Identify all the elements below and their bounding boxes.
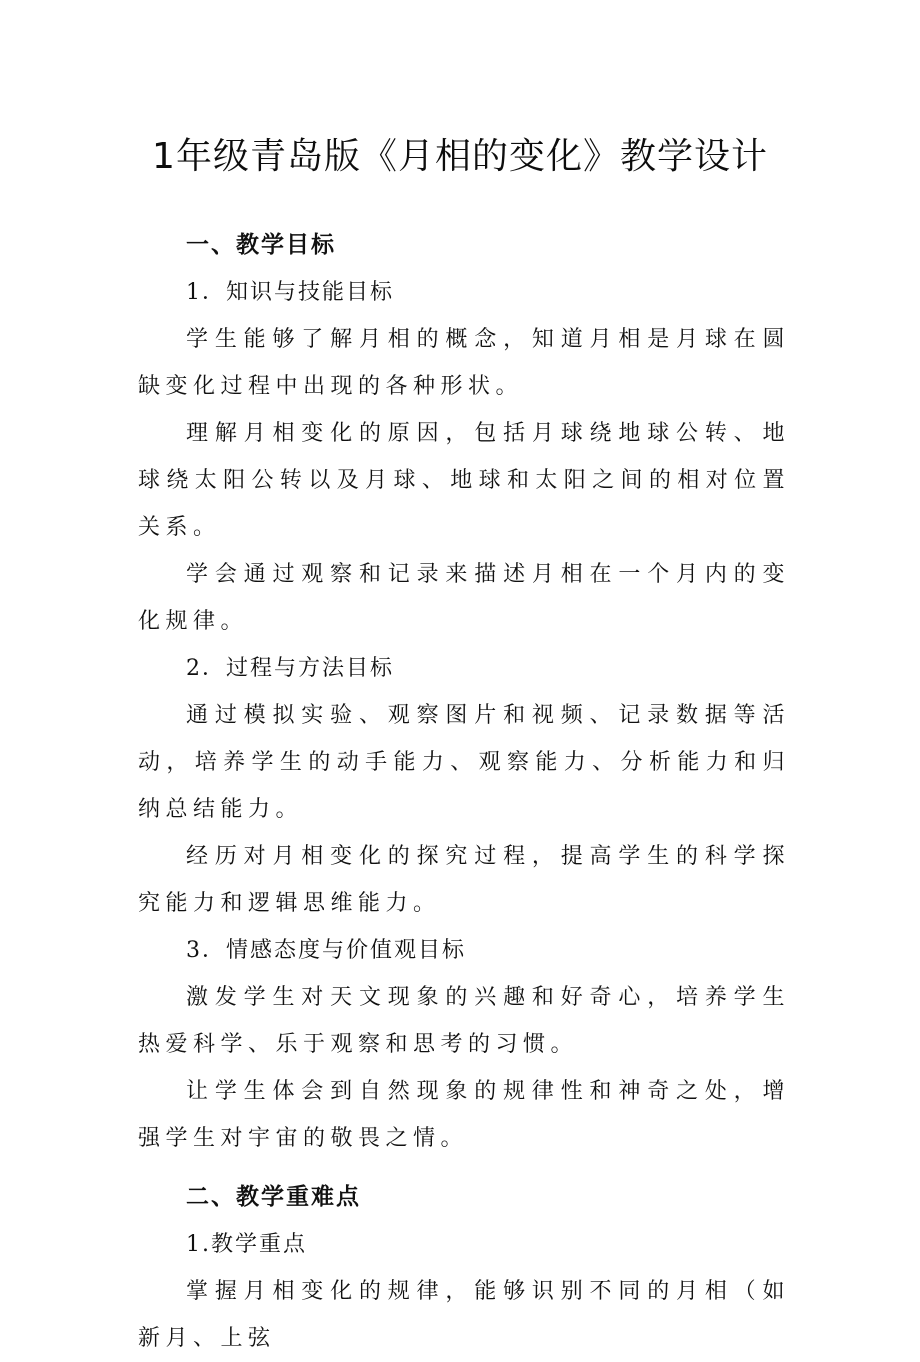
- section-heading-teaching-goals: 一、教学目标: [186, 232, 336, 258]
- paragraph: 掌握月相变化的规律，能够识别不同的月相（如新月、上弦: [138, 1279, 790, 1351]
- document-title: 1年级青岛版《月相的变化》教学设计: [152, 136, 768, 177]
- paragraph: 经历对月相变化的探究过程，提高学生的科学探究能力和逻辑思维能力。: [138, 844, 790, 916]
- paragraph: 让学生体会到自然现象的规律性和神奇之处，增强学生对宇宙的敬畏之情。: [138, 1079, 790, 1151]
- paragraph: 理解月相变化的原因，包括月球绕地球公转、地球绕太阳公转以及月球、地球和太阳之间的相对位置关系。: [138, 421, 790, 540]
- paragraph: 学会通过观察和记录来描述月相在一个月内的变化规律。: [138, 562, 790, 634]
- subsection-heading-process-methods: 2．过程与方法目标: [186, 656, 394, 681]
- subsection-heading-teaching-focus: 1.教学重点: [186, 1232, 307, 1257]
- paragraph: 激发学生对天文现象的兴趣和好奇心，培养学生热爱科学、乐于观察和思考的习惯。: [138, 985, 790, 1057]
- subsection-heading-knowledge-skills: 1．知识与技能目标: [186, 280, 394, 305]
- subsection-heading-attitudes-values: 3．情感态度与价值观目标: [186, 938, 466, 963]
- section-spacer: [138, 1162, 790, 1174]
- paragraph: 学生能够了解月相的概念，知道月相是月球在圆缺变化过程中出现的各种形状。: [138, 327, 790, 399]
- document-body: [138, 222, 790, 1362]
- paragraph: 通过模拟实验、观察图片和视频、记录数据等活动，培养学生的动手能力、观察能力、分析能力和归纳总结能力。: [138, 703, 790, 822]
- section-heading-key-difficult-points: 二、教学重难点: [186, 1184, 361, 1210]
